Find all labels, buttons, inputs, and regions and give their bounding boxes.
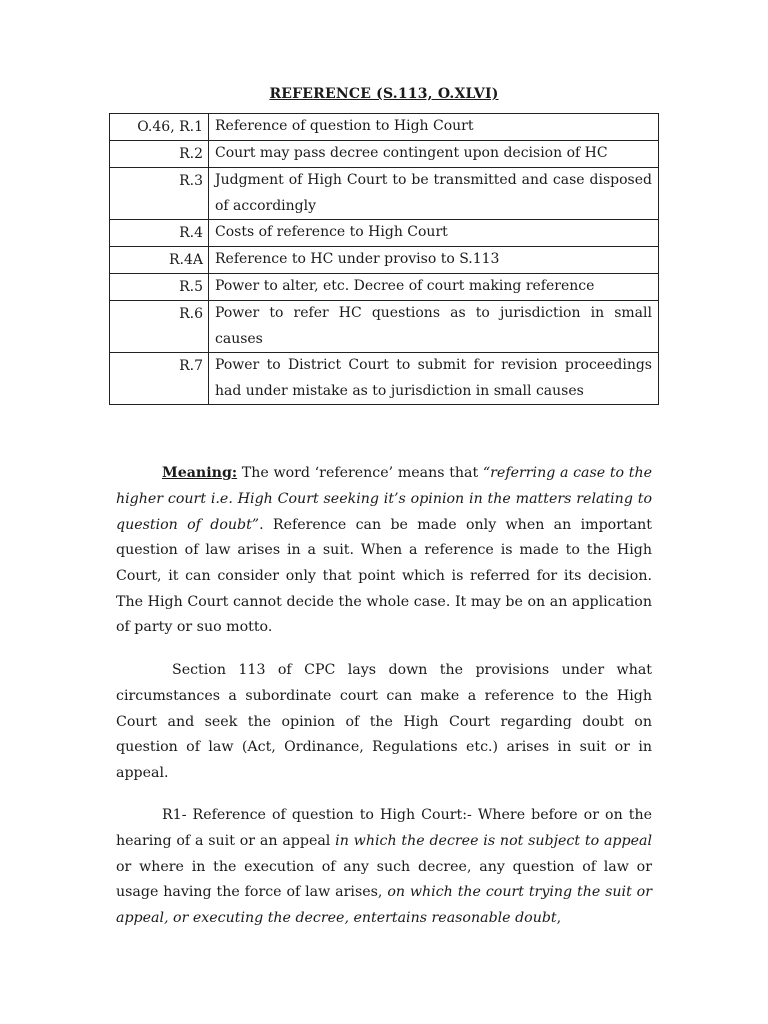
rule-description: Reference to HC under proviso to S.113	[209, 247, 659, 274]
meaning-text-continued: . Reference can be made only when an important question of law arises in a suit. When a reference is made to the High Court, it can consider only that point which is referred for its decision. The High Court cannot decide the whole case. It may be on an application of party or suo motto.	[116, 516, 652, 636]
meaning-quote: “referring a case to the higher court i.e. High Court seeking it’s opinion in the matters relating to question of doubt”	[116, 465, 652, 533]
table-row	[110, 114, 659, 141]
rule-number: R.5	[110, 274, 209, 301]
r1-italic-condition: in which the decree is not subject to appeal	[335, 832, 652, 849]
meaning-paragraph	[116, 461, 652, 641]
rule-description: Costs of reference to High Court	[209, 220, 659, 247]
rules-table	[109, 113, 659, 405]
rule-number: R.7	[110, 353, 209, 405]
meaning-label: Meaning:	[162, 465, 238, 482]
table-row	[110, 274, 659, 301]
rule-number: O.46, R.1	[110, 114, 209, 141]
rule-description: Power to alter, etc. Decree of court making reference	[209, 274, 659, 301]
r1-text: R1- Reference of question to High Court:- Where before or on the hearing of a suit or an appeal	[116, 807, 652, 849]
rule-description: Court may pass decree contingent upon decision of HC	[209, 141, 659, 168]
table-row	[110, 353, 659, 405]
rule-number: R.2	[110, 141, 209, 168]
section-113-paragraph: Section 113 of CPC lays down the provisions under what circumstances a subordinate court can make a reference to the High Court and seek the opinion of the High Court regarding doubt on question of law (Act, Ordinance, Regulations etc.) arises in suit or in appeal.	[116, 662, 652, 781]
r1-text-continued: or where in the execution of any such decree, any question of law or usage having the force of law arises,	[116, 858, 652, 901]
rule-number: R.3	[110, 168, 209, 220]
table-row	[110, 301, 659, 353]
rule-number: R.4	[110, 220, 209, 247]
rule-number: R.6	[110, 301, 209, 353]
r1-paragraph	[116, 803, 652, 932]
rule-number: R.4A	[110, 247, 209, 274]
r1-text-end: ,	[556, 910, 562, 926]
rule-description: Power to District Court to submit for revision proceedings had under mistake as to jurisdiction in small causes	[209, 353, 659, 405]
table-row	[110, 168, 659, 220]
table-row	[110, 141, 659, 168]
r1-italic-doubt: on which the court trying the suit or appeal, or executing the decree, entertains reasonable doubt	[116, 884, 652, 926]
meaning-text: The word ‘reference’ means that	[237, 465, 483, 482]
rule-description: Judgment of High Court to be transmitted and case disposed of accordingly	[209, 168, 659, 220]
rule-description: Reference of question to High Court	[209, 114, 659, 141]
page-title: REFERENCE (S.113, O.XLVI)	[269, 86, 499, 102]
table-row	[110, 220, 659, 247]
table-row	[110, 247, 659, 274]
rule-description: Power to refer HC questions as to jurisdiction in small causes	[209, 301, 659, 353]
